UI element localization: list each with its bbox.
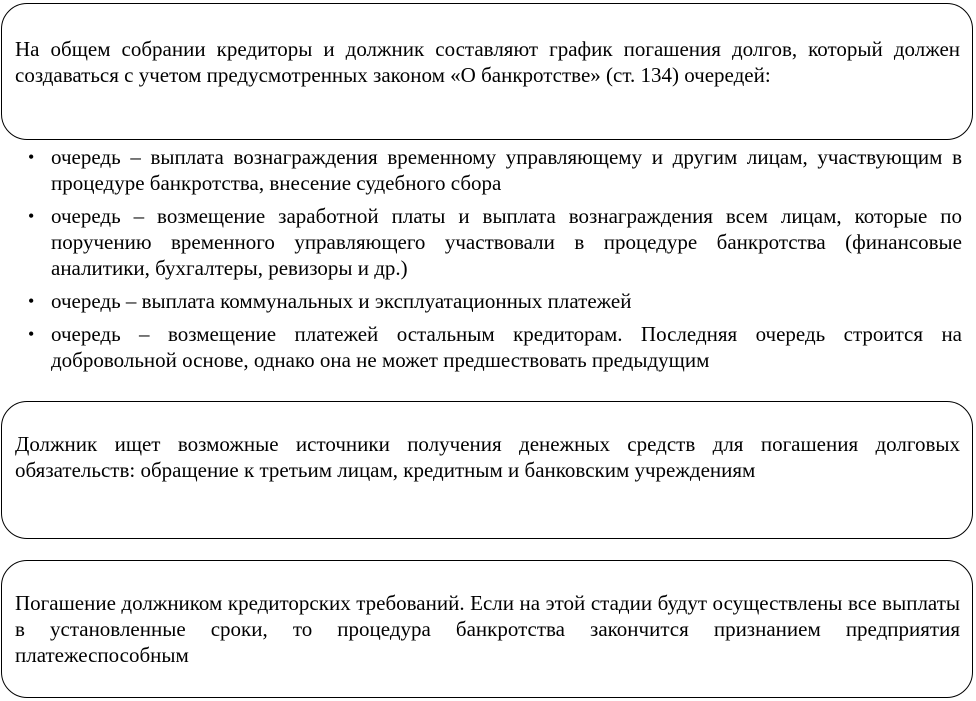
bullet-icon: • <box>28 147 35 167</box>
queue-item-text: очередь – возмещение заработной платы и выплата вознаграждения всем лицам, которые по поручению временного управляющего участвовали в процедуре банкротства (финансовые аналитики, бухгалтеры, ревизоры и др.) <box>51 204 962 280</box>
queue-item-text: очередь – возмещение платежей остальным кредиторам. Последняя очередь строится на добровольной основе, однако она не может предшествовать предыдущим <box>51 322 962 372</box>
queue-item-text: очередь – выплата вознаграждения временному управляющему и другим лицам, участвующим в процедуре банкротства, внесение судебного сбора <box>51 145 962 195</box>
queue-item-3 <box>28 288 962 314</box>
debt-repayment-text: Погашение должником кредиторских требований. Если на этой стадии будут осуществлены все выплаты в установленные сроки, то процедура банкротства закончится признанием предприятия платежеспособным <box>15 591 960 667</box>
queue-item-2 <box>28 203 962 281</box>
creditors-meeting-box <box>1 3 973 140</box>
debt-repayment-box <box>1 560 973 698</box>
queue-item-text: очередь – выплата коммунальных и эксплуатационных платежей <box>51 289 632 313</box>
bullet-icon: • <box>28 324 35 344</box>
queue-item-1 <box>28 144 962 196</box>
bullet-icon: • <box>28 206 35 226</box>
creditors-meeting-text: На общем собрании кредиторы и должник составляют график погашения долгов, который должен создаваться с учетом предусмотренных законом «О банкротстве» (ст. 134) очередей: <box>15 37 960 87</box>
funding-sources-text: Должник ищет возможные источники получения денежных средств для погашения долговых обязательств: обращение к третьим лицам, кредитным и банковским учреждениям <box>15 432 960 482</box>
queue-item-4 <box>28 321 962 373</box>
bullet-icon: • <box>28 291 35 311</box>
funding-sources-box <box>1 401 973 539</box>
repayment-queue-list <box>28 144 962 380</box>
